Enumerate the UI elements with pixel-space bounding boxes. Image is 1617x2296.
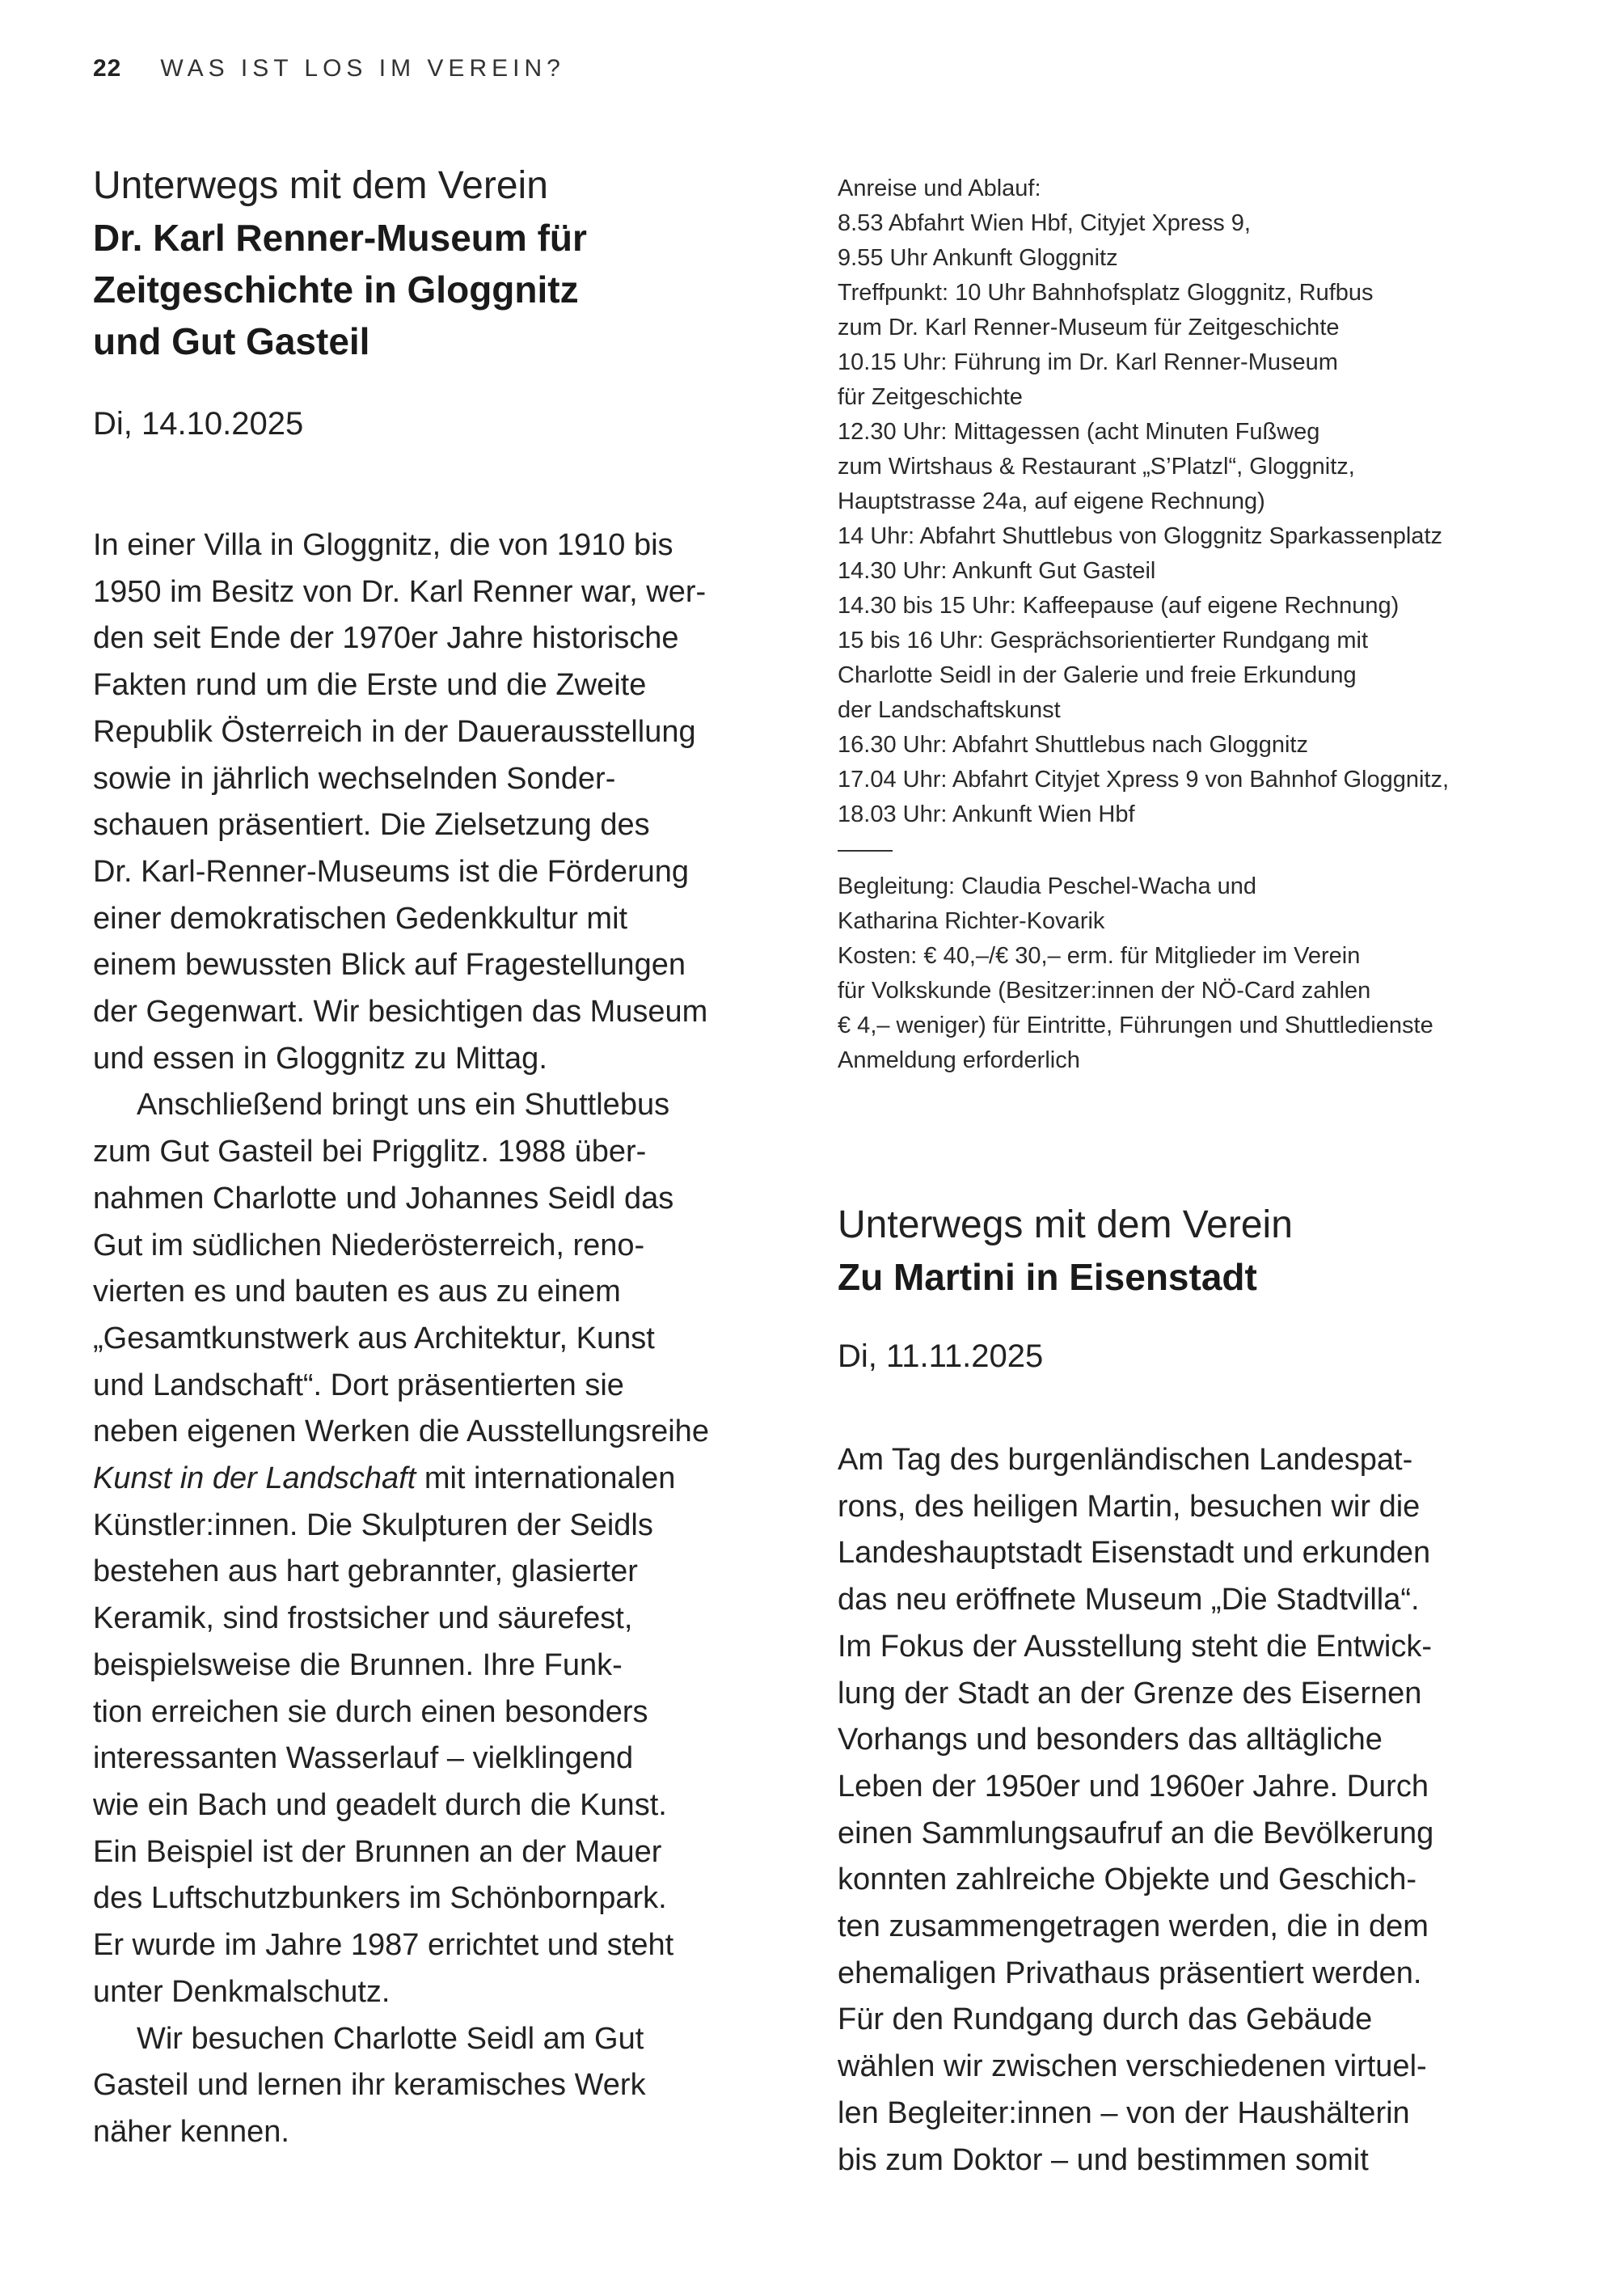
body-line: unter Denkmalschutz. xyxy=(93,1974,391,2009)
body-line: ten zusammengetragen werden, die in dem xyxy=(838,1909,1429,1944)
schedule-line: 9.55 Uhr Ankunft Gloggnitz xyxy=(838,245,1118,271)
page-number: 22 xyxy=(93,55,122,82)
body-line: lung der Stadt an der Grenze des Eisernen xyxy=(838,1676,1422,1710)
schedule-line: Treffpunkt: 10 Uhr Bahnhofsplatz Gloggnitz, Rufbus xyxy=(838,280,1374,306)
body-line: ehemaligen Privathaus präsentiert werden. xyxy=(838,1956,1422,1990)
article-title-line: Zeitgeschichte in Gloggnitz xyxy=(93,269,579,311)
body-line: rons, des heiligen Martin, besuchen wir die xyxy=(838,1489,1421,1524)
schedule-line: Anreise und Ablauf: xyxy=(838,175,1041,201)
article-body xyxy=(838,1437,1565,2184)
article-renner-museum xyxy=(93,160,804,2156)
event-date: Di, 11.11.2025 xyxy=(838,1338,1044,1374)
schedule-line: Charlotte Seidl in der Galerie und freie Erkundung xyxy=(838,662,1357,688)
body-line: Wir besuchen Charlotte Seidl am Gut xyxy=(137,2021,644,2056)
article-title-line: Zu Martini in Eisenstadt xyxy=(838,1256,1257,1298)
running-head xyxy=(93,55,565,82)
body-line: Am Tag des burgenländischen Landespat- xyxy=(838,1443,1413,1477)
info-line: Katharina Richter-Kovarik xyxy=(838,908,1105,934)
info-block xyxy=(838,869,1565,1078)
schedule-line: 17.04 Uhr: Abfahrt Cityjet Xpress 9 von Bahnhof Gloggnitz, xyxy=(838,767,1450,793)
body-line: nahmen Charlotte und Johannes Seidl das xyxy=(93,1181,674,1216)
body-line: den seit Ende der 1970er Jahre historische xyxy=(93,621,679,656)
body-line: bestehen aus hart gebrannter, glasierter xyxy=(93,1554,638,1589)
body-line: Für den Rundgang durch das Gebäude xyxy=(838,2002,1373,2037)
body-line: Keramik, sind frostsicher und säurefest, xyxy=(93,1601,633,1636)
divider-rule xyxy=(838,850,893,852)
body-line: und Landschaft“. Dort präsentierten sie xyxy=(93,1368,624,1402)
body-line: näher kennen. xyxy=(93,2114,289,2149)
body-line: vierten es und bauten es aus zu einem xyxy=(93,1275,621,1309)
schedule-line: 12.30 Uhr: Mittagessen (acht Minuten Fußweg xyxy=(838,419,1320,445)
body-line: einer demokratischen Gedenkkultur mit xyxy=(93,901,628,936)
schedule-line: für Zeitgeschichte xyxy=(838,384,1023,410)
info-line: Anmeldung erforderlich xyxy=(838,1047,1080,1073)
schedule-line: 16.30 Uhr: Abfahrt Shuttlebus nach Gloggnitz xyxy=(838,732,1308,758)
body-line: Fakten rund um die Erste und die Zweite xyxy=(93,668,647,703)
schedule-line: 14 Uhr: Abfahrt Shuttlebus von Gloggnitz Sparkassenplatz xyxy=(838,523,1442,549)
schedule-line: zum Wirtshaus & Restaurant „S’Platzl“, Gloggnitz, xyxy=(838,454,1355,480)
article-body xyxy=(93,522,804,2156)
body-line: In einer Villa in Gloggnitz, die von 1910 bis xyxy=(93,528,673,562)
body-line: Republik Österreich in der Dauerausstellung xyxy=(93,714,696,749)
body-line: bis zum Doktor – und bestimmen somit xyxy=(838,2142,1369,2177)
body-line: Künstler:innen. Die Skulpturen der Seidls xyxy=(93,1507,653,1542)
body-line: Gasteil und lernen ihr keramisches Werk xyxy=(93,2068,646,2103)
body-line: tion erreichen sie durch einen besonders xyxy=(93,1694,648,1729)
article-kicker: Unterwegs mit dem Verein xyxy=(838,1203,1293,1246)
body-line: des Luftschutzbunkers im Schönbornpark. xyxy=(93,1881,667,1916)
body-line: Dr. Karl-Renner-Museums ist die Förderung xyxy=(93,854,690,889)
schedule-line: 14.30 Uhr: Ankunft Gut Gasteil xyxy=(838,558,1156,584)
body-line: der Gegenwart. Wir besichtigen das Museum xyxy=(93,995,708,1030)
info-line: € 4,– weniger) für Eintritte, Führungen und Shuttledienste xyxy=(838,1013,1433,1038)
body-line: das neu eröffnete Museum „Die Stadtvilla“. xyxy=(838,1583,1420,1617)
schedule-line: Hauptstrasse 24a, auf eigene Rechnung) xyxy=(838,488,1265,514)
exhibition-series-title: Kunst in der Landschaft xyxy=(93,1461,416,1496)
body-line: einem bewussten Blick auf Fragestellungen xyxy=(93,948,686,983)
info-line: für Volkskunde (Besitzer:innen der NÖ-Card zahlen xyxy=(838,978,1371,1004)
body-line xyxy=(93,1456,804,1503)
body-line: „Gesamtkunstwerk aus Architektur, Kunst xyxy=(93,1321,655,1355)
body-line: sowie in jährlich wechselnden Sonder- xyxy=(93,761,616,796)
article-title-line: und Gut Gasteil xyxy=(93,320,370,362)
body-line: konnten zahlreiche Objekte und Geschich- xyxy=(838,1863,1417,1897)
body-line: 1950 im Besitz von Dr. Karl Renner war, wer- xyxy=(93,574,707,609)
body-line: neben eigenen Werken die Ausstellungsreihe xyxy=(93,1414,709,1449)
info-line: Begleitung: Claudia Peschel-Wacha und xyxy=(838,873,1257,899)
schedule-line: der Landschaftskunst xyxy=(838,697,1061,723)
body-line: interessanten Wasserlauf – vielklingend xyxy=(93,1741,634,1776)
body-line: einen Sammlungsaufruf an die Bevölkerung xyxy=(838,1816,1434,1850)
body-line: Vorhangs und besonders das alltägliche xyxy=(838,1723,1383,1757)
right-column xyxy=(838,171,1565,2184)
schedule-line: zum Dr. Karl Renner-Museum für Zeitgeschichte xyxy=(838,315,1340,340)
body-line: len Begleiter:innen – von der Haushälterin xyxy=(838,2095,1410,2130)
body-line: zum Gut Gasteil bei Prigglitz. 1988 über- xyxy=(93,1135,647,1169)
body-line: Gut im südlichen Niederösterreich, reno- xyxy=(93,1228,645,1262)
article-kicker: Unterwegs mit dem Verein xyxy=(93,164,548,207)
section-title: WAS IST LOS IM VEREIN? xyxy=(160,55,565,82)
info-line: Kosten: € 40,–/€ 30,– erm. für Mitglieder im Verein xyxy=(838,943,1361,969)
article-title-line: Dr. Karl Renner-Museum für xyxy=(93,217,587,259)
body-line: Leben der 1950er und 1960er Jahre. Durch xyxy=(838,1769,1429,1803)
schedule-line: 8.53 Abfahrt Wien Hbf, Cityjet Xpress 9, xyxy=(838,210,1251,236)
body-line: wählen wir zwischen verschiedenen virtuel- xyxy=(838,2049,1427,2084)
body-line: wie ein Bach und geadelt durch die Kunst. xyxy=(93,1787,667,1822)
schedule-line: 10.15 Uhr: Führung im Dr. Karl Renner-Museum xyxy=(838,349,1338,375)
body-line: Im Fokus der Ausstellung steht die Entwick- xyxy=(838,1629,1432,1664)
body-line: Landeshauptstadt Eisenstadt und erkunden xyxy=(838,1536,1431,1571)
body-line: Er wurde im Jahre 1987 errichtet und steht xyxy=(93,1928,674,1963)
body-line: beispielsweise die Brunnen. Ihre Funk- xyxy=(93,1647,623,1682)
schedule-block xyxy=(838,171,1565,832)
event-date: Di, 14.10.2025 xyxy=(93,406,304,442)
schedule-line: 14.30 bis 15 Uhr: Kaffeepause (auf eigene Rechnung) xyxy=(838,593,1400,619)
body-line: Ein Beispiel ist der Brunnen an der Mauer xyxy=(93,1834,662,1869)
body-line: schauen präsentiert. Die Zielsetzung des xyxy=(93,808,650,843)
body-line: und essen in Gloggnitz zu Mittag. xyxy=(93,1041,547,1076)
body-line: Anschließend bringt uns ein Shuttlebus xyxy=(137,1088,670,1123)
schedule-line: 15 bis 16 Uhr: Gesprächsorientierter Rundgang mit xyxy=(838,628,1369,653)
article-martini-eisenstadt xyxy=(838,1199,1565,2184)
body-line-rest: mit internationalen xyxy=(424,1461,676,1496)
schedule-line: 18.03 Uhr: Ankunft Wien Hbf xyxy=(838,801,1135,827)
